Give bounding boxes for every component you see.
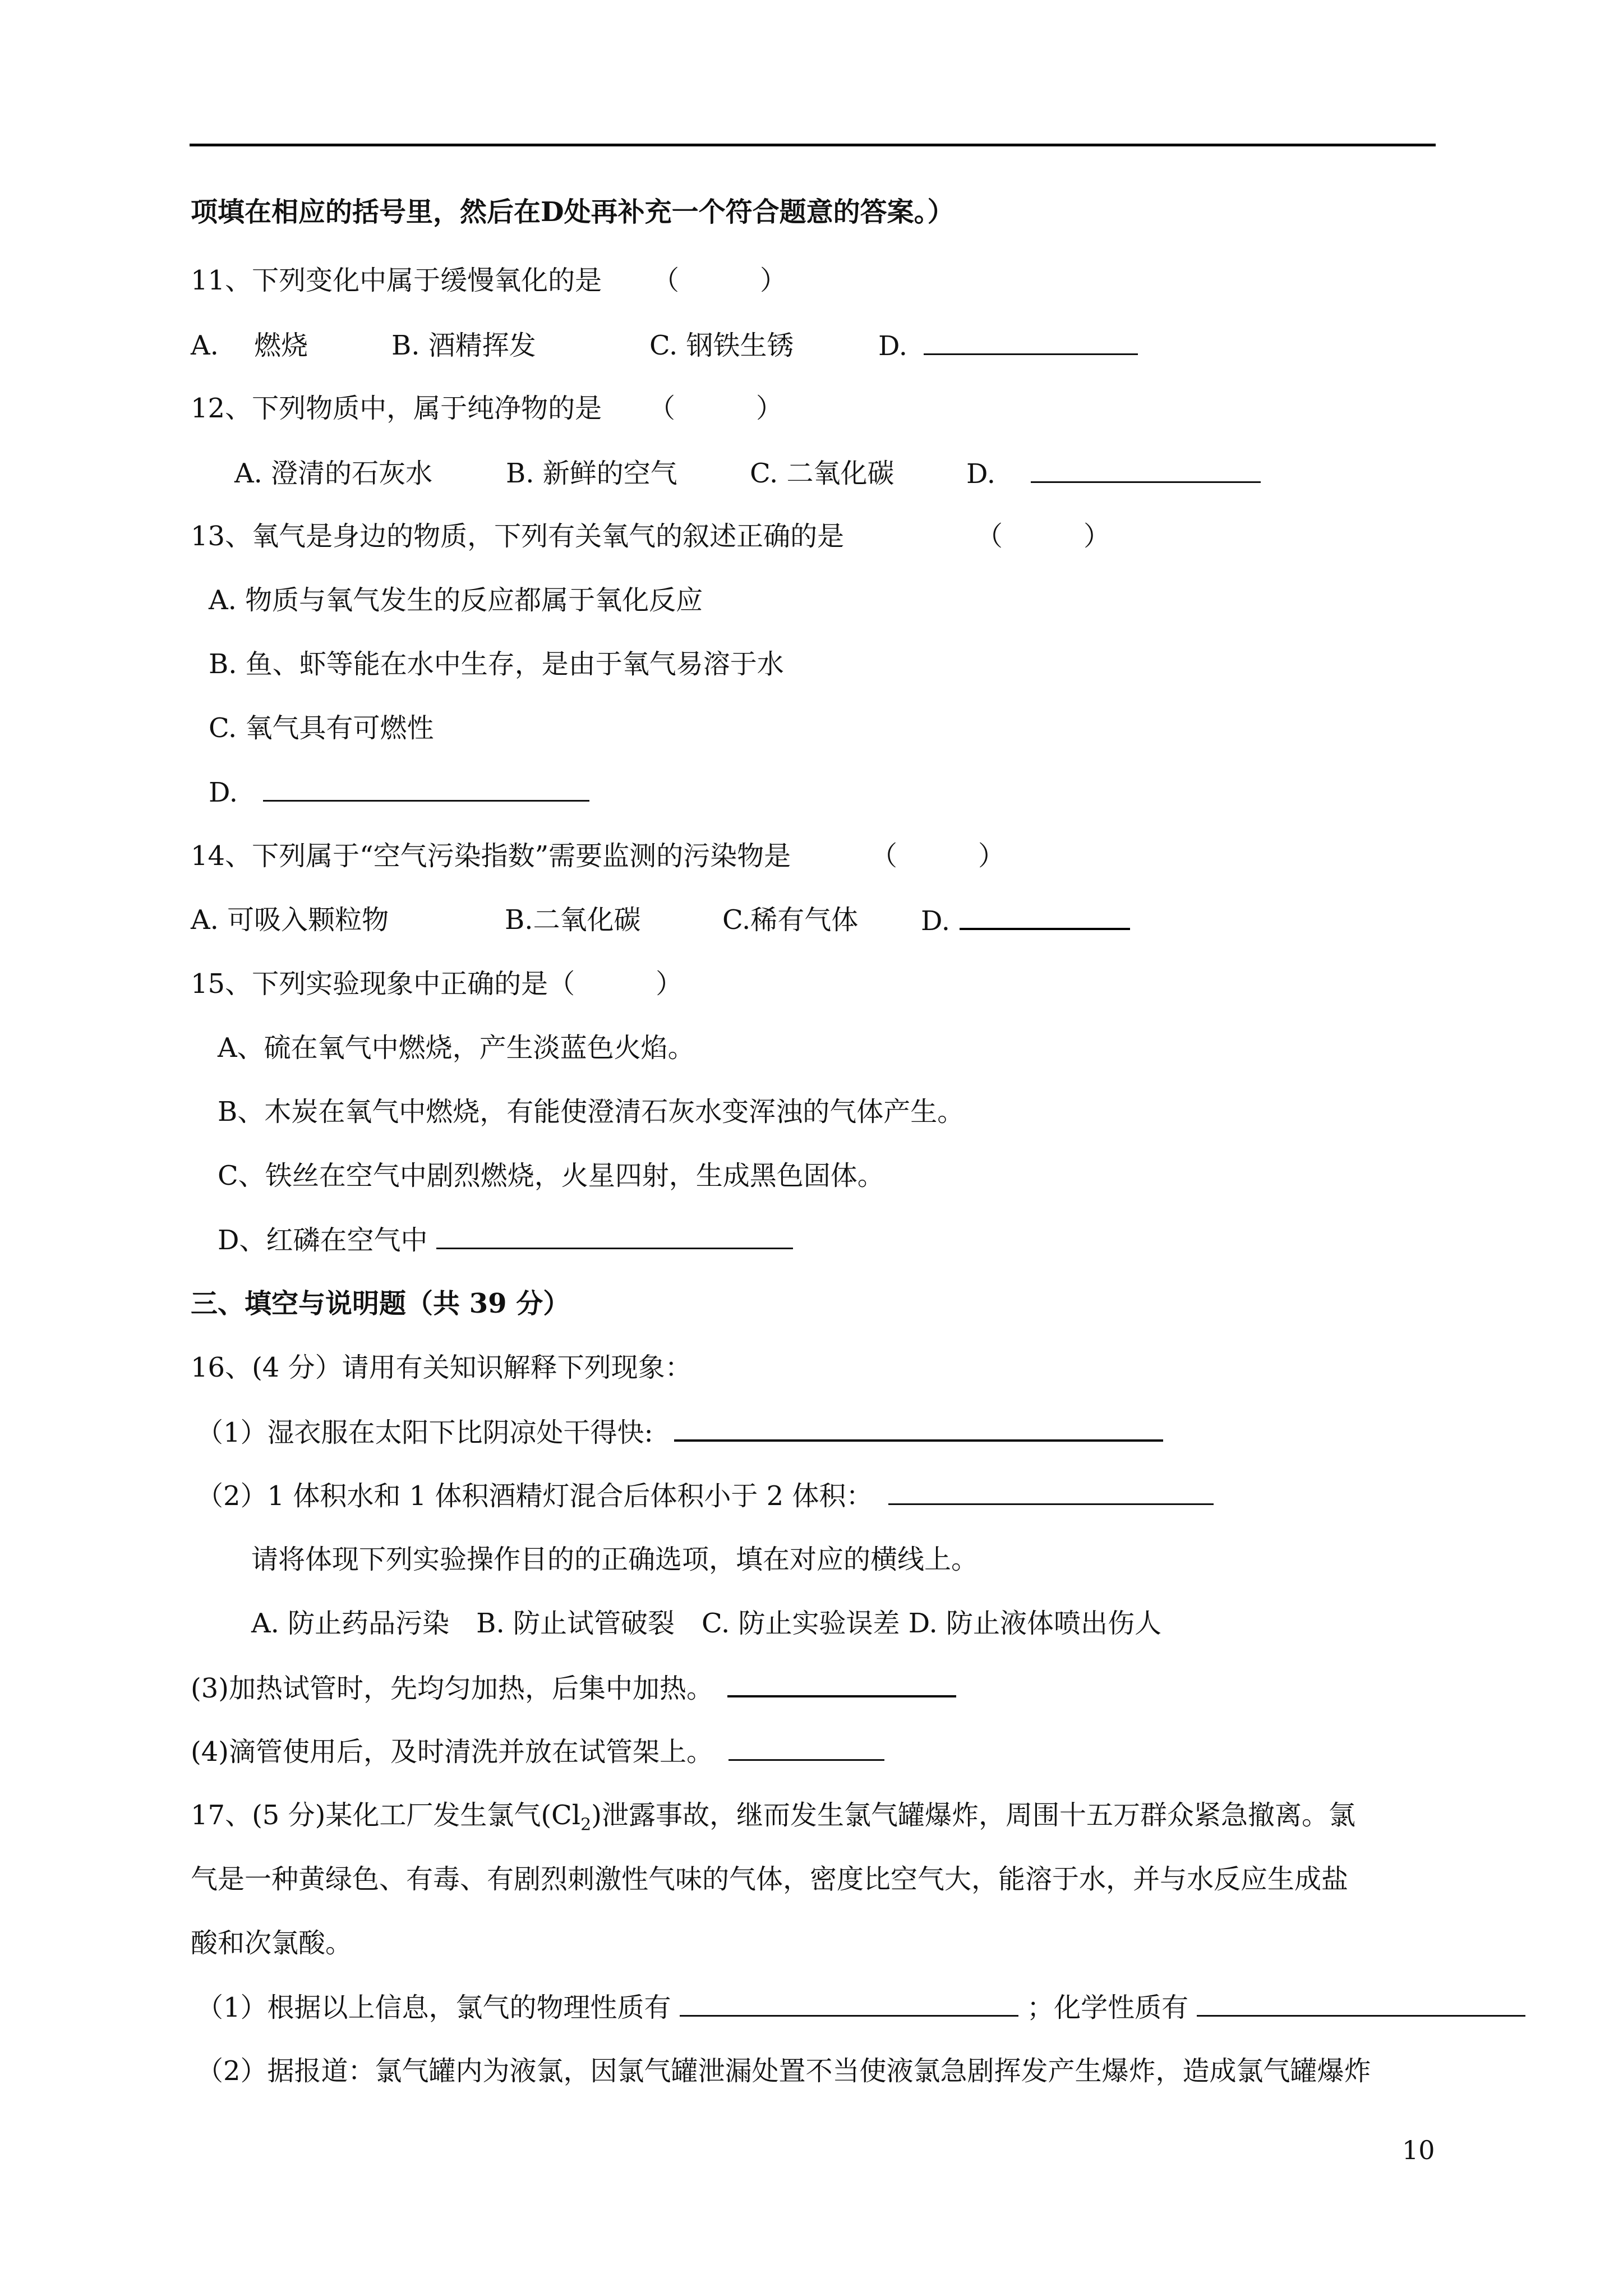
q14-option-b[interactable]: B.二氧化碳 (505, 904, 641, 936)
q16-part3-text: (3)加热试管时，先均匀加热，后集中加热。 (191, 1673, 713, 1704)
q13-answer-bracket[interactable]: （ ） (976, 521, 1111, 552)
q12-option-b[interactable]: B. 新鲜的空气 (506, 458, 677, 489)
q13-option-c[interactable]: C. 氧气具有可燃性 (209, 712, 434, 744)
q16-part2-text: （2）1 体积水和 1 体积酒精灯混合后体积小于 2 体积： (196, 1480, 873, 1512)
q11-stem-text: 11、下列变化中属于缓慢氧化的是 (191, 265, 602, 296)
q15-blank[interactable] (436, 1223, 793, 1249)
q17-chemical-prop-blank[interactable] (1197, 1990, 1525, 2017)
q17-line3: 酸和次氯酸。 (191, 1927, 353, 1959)
q15-option-b[interactable]: B、木炭在氧气中燃烧，有能使澄清石灰水变浑浊的气体产生。 (218, 1096, 965, 1128)
q16-part1-text: （1）湿衣服在太阳下比阴凉处干得快: (196, 1417, 653, 1448)
page-number: 10 (1402, 2135, 1435, 2165)
q12-option-d[interactable] (966, 457, 1261, 491)
intro-text: 项填在相应的括号里，然后在D处再补充一个符合题意的答案。） (191, 196, 955, 228)
q16-part4-text: (4)滴管使用后，及时清洗并放在试管架上。 (191, 1736, 713, 1768)
q11-option-b[interactable]: B. 酒精挥发 (391, 330, 536, 361)
q14-answer-bracket[interactable]: （ ） (870, 840, 1006, 872)
q14-stem (191, 839, 1006, 873)
q16-part4 (191, 1734, 884, 1769)
q15-option-d[interactable] (218, 1223, 793, 1257)
q12-option-c[interactable]: C. 二氧化碳 (750, 458, 895, 489)
q14-option-c[interactable]: C.稀有气体 (722, 904, 859, 936)
q16-part1-blank[interactable] (674, 1415, 1163, 1442)
q15-option-a[interactable]: A、硫在氧气中燃烧，产生淡蓝色火焰。 (218, 1032, 695, 1064)
q16-part1 (196, 1415, 1163, 1450)
q17-chemical-prop-label: ；化学性质有 (1027, 1992, 1189, 2023)
q12-option-d-label: D. (966, 458, 996, 490)
q17-physical-prop-blank[interactable] (680, 1990, 1018, 2017)
q11-option-c[interactable]: C. 钢铁生锈 (649, 330, 794, 361)
q13-stem (191, 519, 1111, 553)
q16-instruction: 请将体现下列实验操作目的的正确选项，填在对应的横线上。 (251, 1544, 979, 1575)
q11-stem (191, 264, 787, 297)
q14-option-a[interactable]: A. 可吸入颗粒物 (191, 904, 389, 936)
q16-choice-options: A. 防止药品污染 B. 防止试管破裂 C. 防止实验误差 D. 防止液体喷出伤人 (251, 1608, 1162, 1639)
q15-option-d-label: D、红磷在空气中 (218, 1225, 428, 1256)
q17-physical-prop-label: （1）根据以上信息，氯气的物理性质有 (196, 1992, 671, 2023)
q13-option-d[interactable] (209, 775, 589, 809)
q12-answer-bracket[interactable]: （ ） (648, 393, 783, 424)
q16-part2-blank[interactable] (888, 1479, 1214, 1505)
q16-part3-blank[interactable] (727, 1671, 956, 1697)
q12-option-a[interactable]: A. 澄清的石灰水 (234, 458, 433, 489)
q11-answer-bracket[interactable]: （ ） (652, 265, 787, 296)
q13-option-b[interactable]: B. 鱼、虾等能在水中生存，是由于氧气易溶于水 (209, 648, 784, 680)
q11-option-a[interactable]: A. 燃烧 (191, 330, 308, 361)
q17-line2: 气是一种黄绿色、有毒、有剧烈刺激性气味的气体，密度比空气大，能溶于水，并与水反应生成盐 (191, 1864, 1349, 1895)
q14-blank[interactable] (960, 903, 1130, 930)
q17-part1 (196, 1990, 1525, 2024)
q17-line1 (191, 1798, 1355, 1842)
q17-line1-end: )泄露事故，继而发生氯气罐爆炸，周围十五万群众紧急撤离。氯 (591, 1800, 1355, 1831)
header-rule (190, 144, 1436, 146)
q13-stem-text: 13、氧气是身边的物质，下列有关氧气的叙述正确的是 (191, 521, 845, 552)
q16-stem: 16、(4 分）请用有关知识解释下列现象： (191, 1352, 692, 1383)
q12-blank[interactable] (1031, 457, 1261, 483)
q16-part4-blank[interactable] (728, 1734, 884, 1761)
q14-option-d[interactable] (921, 903, 1130, 938)
q15-stem: 15、下列实验现象中正确的是（ ） (191, 968, 683, 1000)
q14-stem-text: 14、下列属于“空气污染指数”需要监测的污染物是 (191, 840, 791, 872)
q16-part2 (196, 1479, 1214, 1513)
q12-stem-text: 12、下列物质中，属于纯净物的是 (191, 393, 602, 424)
q16-part3 (191, 1671, 956, 1705)
q13-blank[interactable] (263, 775, 589, 802)
section-3-heading: 三、填空与说明题（共 39 分） (191, 1288, 570, 1319)
q17-part2: （2）据报道：氯气罐内为液氯，因氯气罐泄漏处置不当使液氯急剧挥发产生爆炸，造成氯气罐爆炸 (196, 2055, 1371, 2087)
q15-option-c[interactable]: C、铁丝在空气中剧烈燃烧，火星四射，生成黑色固体。 (218, 1160, 884, 1191)
q13-option-a[interactable]: A. 物质与氧气发生的反应都属于氧化反应 (209, 585, 703, 616)
q17-line1-start: 17、(5 分)某化工厂发生氯气(Cl (191, 1800, 581, 1831)
q11-blank[interactable] (924, 329, 1138, 355)
chlorine-subscript: 2 (580, 1815, 592, 1835)
q13-option-d-label: D. (209, 777, 238, 808)
q11-option-d-label: D. (878, 330, 908, 362)
q14-option-d-label: D. (921, 905, 951, 937)
q12-stem (191, 392, 783, 425)
q11-option-d[interactable] (878, 329, 1138, 363)
